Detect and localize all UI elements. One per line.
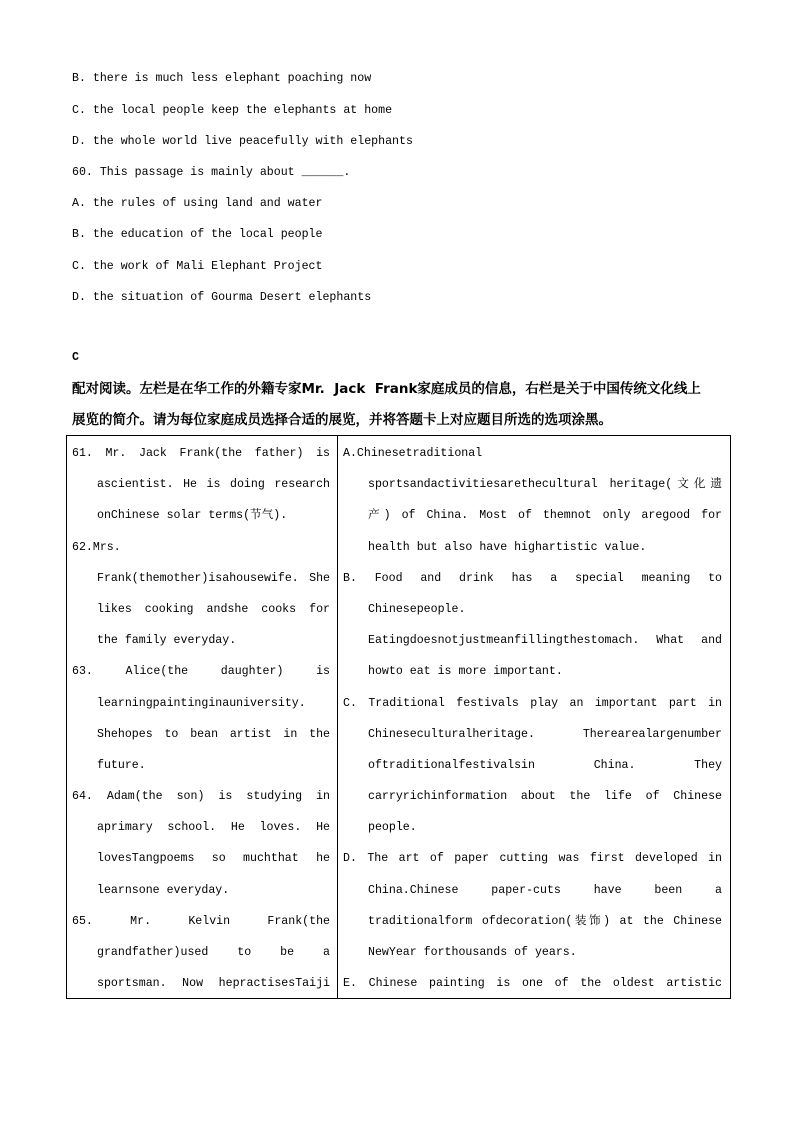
exhibition-text-line: 产) of China. Most of themnot only aregood for: [368, 509, 722, 523]
family-member-text-line: learningpaintinginauniversity.: [97, 696, 306, 710]
instructions-line: 展览的简介。请为每位家庭成员选择合适的展览，并将答题卡上对应题目所选的选项涂黑。: [72, 412, 612, 428]
instructions-line: 配对阅读。左栏是在华工作的外籍专家Mr. Jack Frank家庭成员的信息，右栏是关于中国传统文化线上: [72, 381, 701, 397]
option-line: C. the local people keep the elephants at home: [72, 104, 393, 117]
option-line: D. the situation of Gourma Desert elephants: [72, 291, 372, 304]
family-member-text-line: aprimary school. He loves. He: [97, 821, 330, 835]
exhibition-text-line: D. The art of paper cutting was first developed in: [343, 852, 722, 866]
family-member-text-line: likes cooking andshe cooks for: [97, 602, 330, 616]
option-line: A. the rules of using land and water: [72, 197, 323, 210]
family-member-text-line: lovesTangpoems so muchthat he: [97, 852, 330, 866]
family-member-text-line: learnsone everyday.: [97, 883, 230, 897]
exhibition-text-line: C. Traditional festivals play an important part in: [343, 696, 722, 710]
exhibition-text-line: oftraditionalfestivalsin China. They: [368, 758, 722, 772]
family-member-text-line: sportsman. Now hepractisesTaiji: [97, 977, 330, 991]
family-member-text-line: 63. Alice(the daughter) is: [72, 665, 330, 679]
family-member-text-line: future.: [97, 758, 146, 772]
family-member-text-line: grandfather)used to be a: [97, 946, 330, 959]
family-member-text-line: 61. Mr. Jack Frank(the father) is: [72, 447, 330, 460]
option-line: C. the work of Mali Elephant Project: [72, 260, 323, 273]
exhibition-text-line: health but also have highartistic value.: [368, 540, 647, 554]
exhibition-text-line: Chinesepeople.: [368, 602, 466, 616]
question-line: 60. This passage is mainly about ______.: [72, 166, 351, 179]
option-line: D. the whole world live peacefully with elephants: [72, 135, 413, 148]
exhibition-text-line: sportsandactivitiesarethecultural heritage(文化遗: [368, 478, 722, 492]
exhibition-text-line: people.: [368, 821, 417, 835]
exhibition-text-line: China.Chinese paper-cuts have been a: [368, 883, 722, 897]
family-member-text-line: 64. Adam(the son) is studying in: [72, 790, 330, 804]
family-member-text-line: ascientist. He is doing research: [97, 478, 330, 492]
family-member-text-line: Shehopes to bean artist in the: [97, 727, 330, 741]
family-member-text-line: onChinese solar terms(节气).: [97, 509, 288, 523]
exhibition-text-line: NewYear forthousands of years.: [368, 946, 577, 959]
family-member-text-line: the family everyday.: [97, 634, 237, 648]
exhibition-text-line: howto eat is more important.: [368, 665, 563, 679]
matching-table: [66, 435, 731, 999]
exhibition-text-line: A.Chinesetraditional: [343, 447, 483, 460]
exhibition-text-line: E. Chinese painting is one of the oldest artistic: [343, 977, 722, 991]
exhibition-text-line: B. Food and drink has a special meaning to: [343, 571, 722, 585]
exhibition-text-line: traditionalform ofdecoration(装饰) at the Chinese: [368, 914, 722, 928]
family-member-text-line: 65. Mr. Kelvin Frank(the: [72, 914, 330, 928]
exhibition-text-line: Eatingdoesnotjustmeanfillingthestomach. What and: [368, 634, 722, 648]
option-line: B. the education of the local people: [72, 228, 323, 241]
option-line: B. there is much less elephant poaching now: [72, 72, 372, 85]
family-member-text-line: 62.Mrs.: [72, 540, 121, 554]
exhibitions-column: [338, 436, 731, 999]
exhibition-text-line: carryrichinformation about the life of Chinese: [368, 790, 722, 804]
family-member-text-line: Frank(themother)isahousewife. She: [97, 571, 330, 585]
family-members-column: [67, 436, 338, 999]
exhibition-text-line: Chineseculturalheritage. Therearealargenumber: [368, 727, 722, 741]
section-label: C: [72, 351, 79, 364]
